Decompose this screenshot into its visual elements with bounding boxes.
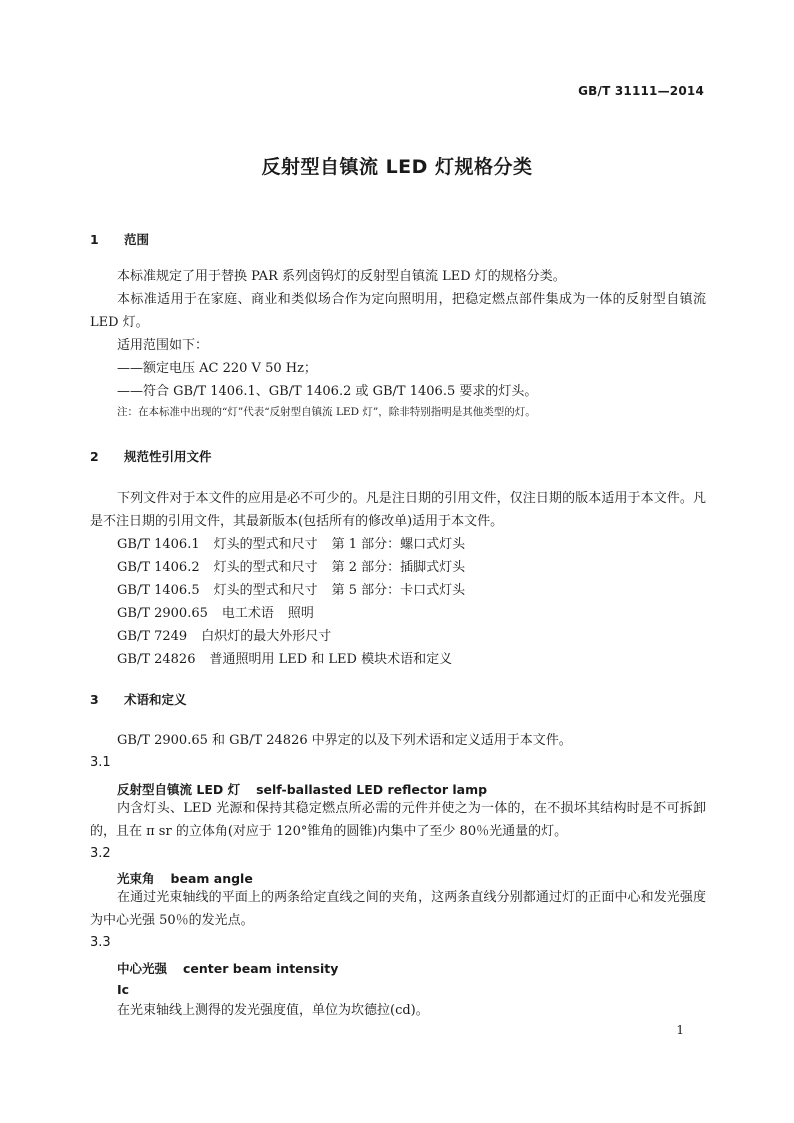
reference-item: [117, 579, 465, 602]
term-name-zh: 中心光强: [117, 961, 168, 976]
reference-title: 灯头的型式和尺寸: [213, 560, 318, 575]
term-number: 3.2: [90, 846, 111, 861]
term-symbol: Ic: [117, 982, 130, 997]
term-name: [117, 780, 487, 798]
section-1-paragraph-2: 本标准适用于在家庭、商业和类似场合作为定向照明用，把稳定燃点部件集成为一体的反射型自镇流 LED 灯。: [90, 292, 706, 330]
reference-code: GB/T 7249: [117, 629, 188, 644]
section-1-number: 1: [90, 232, 99, 247]
document-title: 反射型自镇流 LED 灯规格分类: [261, 156, 533, 178]
term-definition: 内含灯头、LED 光源和保持其稳定燃点所必需的元件并使之为一体的，在不损坏其结构时是不可拆卸的，且在 π sr 的立体角(对应于 120°锥角的圆锥)内集中了至少 80％光通量的灯。: [90, 801, 706, 839]
section-3-number: 3: [90, 692, 99, 707]
section-2-intro: 下列文件对于本文件的应用是必不可少的。凡是注日期的引用文件，仅注日期的版本适用于本文件。凡是不注日期的引用文件，其最新版本(包括所有的修改单)适用于本文件。: [90, 491, 706, 529]
term-definition: 在光束轴线上测得的发光强度值，单位为坎德拉(cd)。: [117, 1003, 429, 1018]
term-number: 3.1: [90, 755, 111, 770]
page-number: 1: [676, 1023, 684, 1037]
section-1-title: 范围: [124, 232, 150, 247]
section-3-heading: [90, 690, 187, 708]
reference-title: 灯头的型式和尺寸: [213, 583, 318, 598]
reference-title: 电工术语: [221, 606, 274, 621]
reference-title: 灯头的型式和尺寸: [213, 537, 318, 552]
reference-item: [117, 648, 452, 671]
list-item: ——额定电压 AC 220 V 50 Hz；: [117, 361, 317, 376]
term-name-zh: 光束角: [117, 871, 155, 886]
section-1-paragraph-1: 本标准规定了用于替换 PAR 系列卤钨灯的反射型自镇流 LED 灯的规格分类。: [117, 269, 566, 284]
section-2-number: 2: [90, 449, 99, 464]
reference-item: [117, 533, 465, 556]
term-number: 3.3: [90, 935, 111, 950]
reference-code: GB/T 1406.5: [117, 583, 200, 598]
term-name: [117, 869, 253, 887]
section-3-intro: GB/T 2900.65 和 GB/T 24826 中界定的以及下列术语和定义适用于本文件。: [117, 733, 572, 748]
term-name-zh: 反射型自镇流 LED 灯: [117, 782, 241, 797]
section-2-title: 规范性引用文件: [124, 449, 212, 464]
reference-code: GB/T 2900.65: [117, 606, 208, 621]
term-name-en: beam angle: [170, 871, 253, 886]
reference-code: GB/T 24826: [117, 652, 196, 667]
section-2-heading: [90, 447, 212, 465]
reference-code: GB/T 1406.2: [117, 560, 200, 575]
term-name: [117, 959, 338, 977]
term-definition: 在通过光束轴线的平面上的两条给定直线之间的夹角，这两条直线分别都通过灯的正面中心和发光强度为中心光强 50％的发光点。: [90, 890, 706, 928]
standard-code: GB/T 31111—2014: [578, 84, 704, 98]
reference-part: 第 1 部分：螺口式灯头: [331, 537, 466, 552]
section-1-paragraph-3: 适用范围如下：: [117, 338, 209, 353]
reference-item: [117, 556, 465, 579]
reference-title: 普通照明用 LED 和 LED 模块术语和定义: [209, 652, 453, 667]
reference-title: 白炽灯的最大外形尺寸: [201, 629, 332, 644]
reference-code: GB/T 1406.1: [117, 537, 200, 552]
reference-item: [117, 602, 314, 625]
reference-part: 照明: [287, 606, 314, 621]
reference-part: 第 5 部分：卡口式灯头: [331, 583, 466, 598]
section-3-title: 术语和定义: [124, 692, 187, 707]
list-item: ——符合 GB/T 1406.1、GB/T 1406.2 或 GB/T 1406.5 要求的灯头。: [117, 384, 538, 399]
term-name-en: center beam intensity: [183, 961, 339, 976]
reference-item: [117, 625, 331, 648]
section-1-note: 注：在本标准中出现的“灯”代表“反射型自镇流 LED 灯”，除非特别指明是其他类型的灯。: [117, 406, 536, 418]
term-name-en: self-ballasted LED reflector lamp: [256, 782, 488, 797]
section-1-heading: [90, 230, 149, 248]
reference-part: 第 2 部分：插脚式灯头: [331, 560, 466, 575]
